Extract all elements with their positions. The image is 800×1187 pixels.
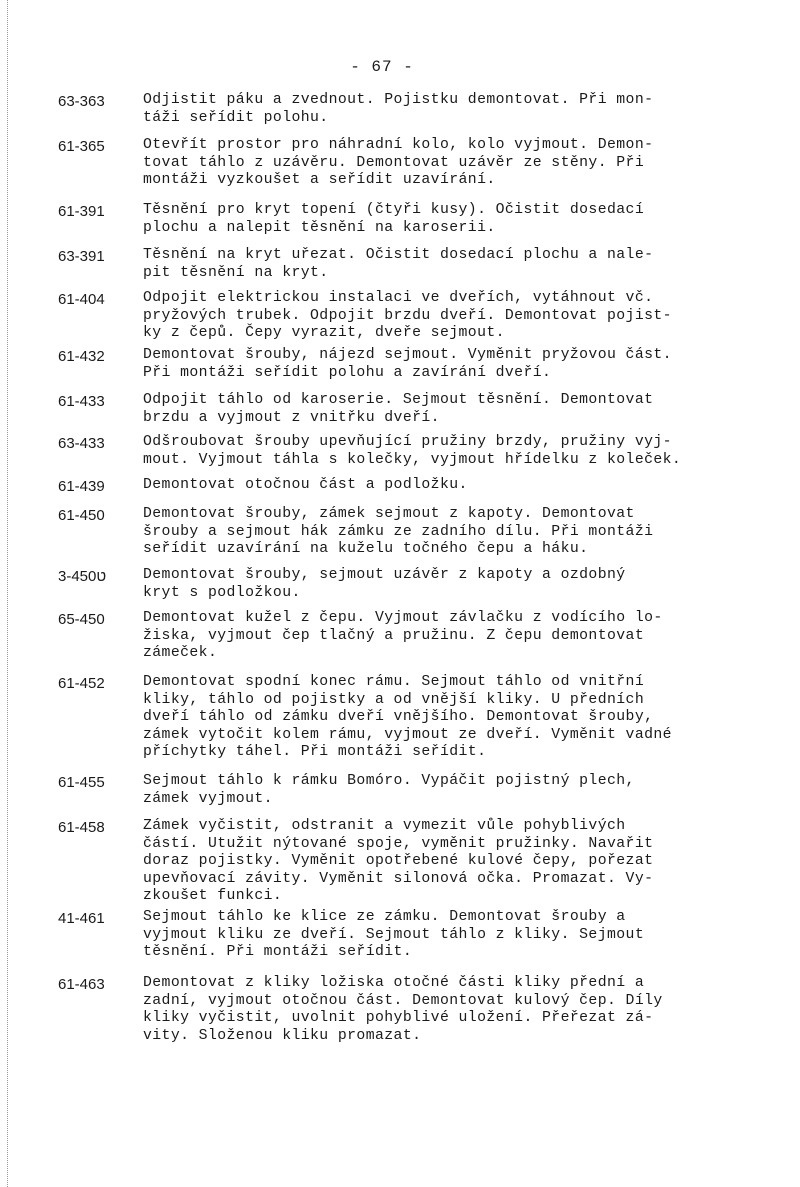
- entry-text: [143, 818, 778, 906]
- entry-text-line: Těsnění na kryt uřezat. Očistit dosedací plochu a nale-: [143, 247, 654, 263]
- entry-text-line: Odjistit páku a zvednout. Pojistku demontovat. Při mon-: [143, 92, 654, 108]
- entry-text: [143, 92, 778, 127]
- entry-text-line: dveří táhlo od zámku dveří vnějšího. Demontovat šrouby,: [143, 709, 654, 726]
- entry-text-line: Demontovat kužel z čepu. Vyjmout závlačku z vodícího lo-: [143, 610, 663, 626]
- entry-text: [143, 247, 778, 282]
- entry-text-line: doraz pojistky. Vyměnit opotřebené kulové čepy, pořezat: [143, 853, 654, 870]
- entry-code: 61-432: [58, 348, 105, 365]
- entry-code: 61-391: [58, 203, 105, 220]
- entry-row: [58, 92, 778, 127]
- entry-row: [58, 818, 778, 906]
- entry-text: [143, 567, 778, 602]
- entry-text-line: ky z čepů. Čepy vyrazit, dveře sejmout.: [143, 325, 505, 342]
- entry-row: [58, 909, 778, 962]
- entry-code: 61-365: [58, 138, 105, 155]
- entry-text-line: brzdu a vyjmout z vnitřku dveří.: [143, 409, 440, 426]
- entry-text-line: pryžových trubek. Odpojit brzdu dveří. Demontovat pojist-: [143, 307, 672, 324]
- entry-text: [143, 909, 778, 962]
- entry-code: 61-439: [58, 478, 105, 495]
- entry-text-line: vyjmout kliku ze dveří. Sejmout táhlo z kliky. Sejmout: [143, 926, 645, 943]
- entry-text-line: těsnění. Při montáži seřídit.: [143, 944, 413, 961]
- entry-row: [58, 347, 778, 382]
- entry-text: [143, 347, 778, 382]
- entry-row: [58, 506, 778, 559]
- entry-text-line: Otevřít prostor pro náhradní kolo, kolo vyjmout. Demon-: [143, 137, 654, 153]
- entry-text: [143, 434, 778, 469]
- entry-text: [143, 202, 778, 237]
- entry-row: [58, 567, 778, 602]
- entry-row: [58, 392, 778, 427]
- entry-text-line: vity. Složenou kliku promazat.: [143, 1027, 422, 1044]
- entry-text: [143, 975, 778, 1045]
- entry-text-line: příchytky táhel. Při montáži seřídit.: [143, 744, 487, 761]
- entry-code: 41-461: [58, 910, 105, 927]
- entry-text-line: pit těsnění na kryt.: [143, 264, 329, 281]
- entry-text-line: zámeček.: [143, 645, 218, 662]
- entry-text-line: upevňovací závity. Vyměnit silonová očka. Promazat. Vy-: [143, 870, 654, 887]
- entry-text-line: Sejmout táhlo k rámku Bomóro. Vypáčit pojistný plech,: [143, 773, 635, 789]
- entry-text-line: žiska, vyjmout čep tlačný a pružinu. Z čepu demontovat: [143, 627, 645, 644]
- entry-code: 61-455: [58, 774, 105, 791]
- entry-text-line: mout. Vyjmout táhla s kolečky, vyjmout hřídelku z koleček.: [143, 451, 682, 468]
- entry-code: 65-450: [58, 611, 105, 628]
- entry-text-line: Odpojit elektrickou instalaci ve dveřích, vytáhnout vč.: [143, 290, 654, 306]
- entry-text: [143, 137, 778, 190]
- entry-text-line: Demontovat z kliky ložiska otočné části kliky přední a: [143, 975, 645, 991]
- entry-text: [143, 392, 778, 427]
- entry-text-line: Při montáži seřídit polohu a zavírání dveří.: [143, 364, 552, 381]
- entry-text-line: zámek vytočit kolem rámu, vyjmout ze dveří. Vyměnit vadné: [143, 726, 672, 743]
- binding-edge: [7, 0, 10, 1187]
- entry-text-line: Těsnění pro kryt topení (čtyři kusy). Očistit dosedací: [143, 202, 645, 218]
- entry-text: [143, 674, 778, 762]
- entry-text-line: Demontovat šrouby, nájezd sejmout. Vyměnit pryžovou část.: [143, 347, 672, 363]
- entry-row: [58, 773, 778, 808]
- entry-code: 61-452: [58, 675, 105, 692]
- entry-code: 61-450: [58, 507, 105, 524]
- entry-text: [143, 477, 778, 495]
- entry-row: [58, 247, 778, 282]
- entry-code: 63-433: [58, 435, 105, 452]
- entry-row: [58, 290, 778, 343]
- entry-text-line: Demontovat spodní konec rámu. Sejmout táhlo od vnitřní: [143, 674, 645, 690]
- entry-row: [58, 975, 778, 1045]
- entry-text-line: táži seřídit polohu.: [143, 109, 329, 126]
- entry-row: [58, 202, 778, 237]
- entry-text-line: šrouby a sejmout hák zámku ze zadního dílu. Při montáži: [143, 523, 654, 540]
- entry-text-line: Odšroubovat šrouby upevňující pružiny brzdy, pružiny vyj-: [143, 434, 672, 450]
- entry-text-line: zkoušet funkci.: [143, 888, 283, 905]
- entry-text-line: kliky, táhlo od pojistky a od vnější kliky. U předních: [143, 691, 645, 708]
- entry-code: 61-404: [58, 291, 105, 308]
- entry-text-line: Demontovat šrouby, zámek sejmout z kapoty. Demontovat: [143, 506, 635, 522]
- entry-text-line: tovat táhlo z uzávěru. Demontovat uzávěr ze stěny. Při: [143, 154, 645, 171]
- entry-text-line: montáži vyzkoušet a seřídit uzavírání.: [143, 172, 496, 189]
- page-number: - 67 -: [350, 58, 414, 76]
- entry-text-line: kryt s podložkou.: [143, 584, 301, 601]
- entry-text: [143, 610, 778, 663]
- entry-text-line: Sejmout táhlo ke klice ze zámku. Demontovat šrouby a: [143, 909, 626, 925]
- entry-text-line: Demontovat šrouby, sejmout uzávěr z kapoty a ozdobný: [143, 567, 626, 583]
- entry-text-line: Odpojit táhlo od karoserie. Sejmout těsnění. Demontovat: [143, 392, 654, 408]
- entry-text-line: Demontovat otočnou část a podložku.: [143, 477, 468, 493]
- entry-row: [58, 434, 778, 469]
- entry-text-line: kliky vyčistit, uvolnit pohyblivé uložení. Přeřezat zá-: [143, 1010, 654, 1027]
- entry-text: [143, 773, 778, 808]
- entry-code: 61-463: [58, 976, 105, 993]
- entry-row: [58, 137, 778, 190]
- entry-code: 63-391: [58, 248, 105, 265]
- entry-text-line: částí. Utužit nýtované spoje, vyměnit pružinky. Navařit: [143, 835, 654, 852]
- entry-code: ט3-450: [58, 568, 107, 585]
- entry-code: 61-458: [58, 819, 105, 836]
- entry-code: 63-363: [58, 93, 105, 110]
- entry-row: [58, 674, 778, 762]
- entry-row: [58, 610, 778, 663]
- entry-text: [143, 290, 778, 343]
- entry-text-line: zámek vyjmout.: [143, 790, 273, 807]
- entry-code: 61-433: [58, 393, 105, 410]
- entry-text-line: seřídit uzavírání na kuželu točného čepu a háku.: [143, 541, 589, 558]
- entry-text-line: plochu a nalepit těsnění na karoserii.: [143, 219, 496, 236]
- entry-text-line: zadní, vyjmout otočnou část. Demontovat kulový čep. Díly: [143, 992, 663, 1009]
- entry-row: [58, 477, 778, 495]
- entry-text: [143, 506, 778, 559]
- entry-text-line: Zámek vyčistit, odstranit a vymezit vůle pohyblivých: [143, 818, 626, 834]
